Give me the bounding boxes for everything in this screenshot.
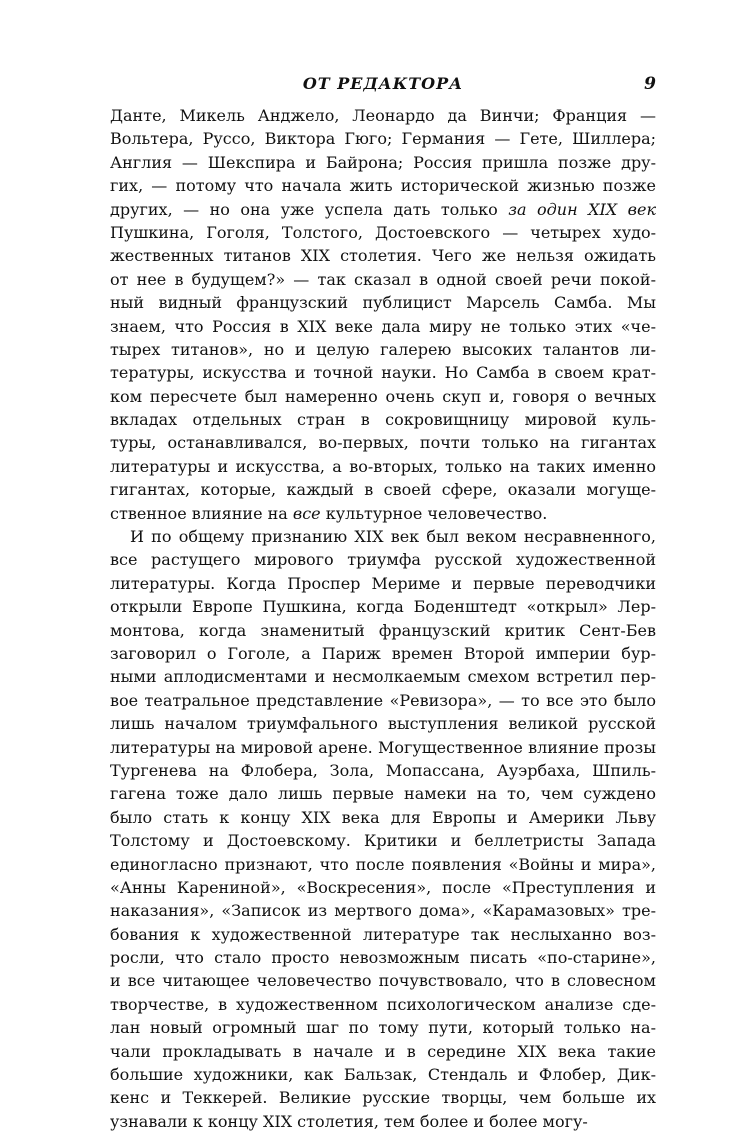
text-line: монтова, когда знаменитый французский критик Сент-Бев xyxy=(110,620,656,640)
text-line: узнавали к концу XIX столетия, тем более и более могу- xyxy=(110,1111,588,1131)
text-line: вое театральное представление «Ревизора», — то все это было xyxy=(110,690,656,710)
text-line: лишь началом триумфального выступления великой русской xyxy=(110,714,656,734)
text-line: «Анны Карениной», «Воскресения», после «Преступления и xyxy=(110,877,656,897)
text-line: открыли Европе Пушкина, когда Боденштедт «открыл» Лер- xyxy=(110,597,656,617)
text-line: от нее в будущем?» — так сказал в одной своей речи покой- xyxy=(110,269,656,289)
text-line: лан новый огромный шаг по тому пути, который только на- xyxy=(110,1018,656,1038)
text-line: бования к художественной литературе так неслыханно воз- xyxy=(110,924,656,944)
text-line: Тургенева на Флобера, Зола, Мопассана, Ауэрбаха, Шпиль- xyxy=(110,760,656,780)
text-line: ственное влияние на все культурное человечество. xyxy=(110,503,548,523)
text-line: кенс и Теккерей. Великие русские творцы, чем больше их xyxy=(110,1088,656,1108)
text-line: ком пересчете был намеренно очень скуп и, говоря о вечных xyxy=(110,386,656,406)
text-line: творчестве, в художественном психологическом анализе сде- xyxy=(110,994,656,1014)
italic-emphasis: за один XIX век xyxy=(508,199,656,219)
running-head xyxy=(110,74,656,96)
text-line: знаем, что Россия в XIX веке дала миру не только этих «че- xyxy=(110,316,656,336)
text-line: росли, что стало просто невозможным писать «по-старине», xyxy=(110,948,656,968)
page-title: ОТ РЕДАКТОРА xyxy=(302,74,464,93)
text-line: гигантах, которые, каждый в своей сфере, оказали могуще- xyxy=(110,480,656,500)
page-number: 9 xyxy=(644,74,656,94)
text-line: Толстому и Достоевскому. Критики и беллетристы Запада xyxy=(110,831,656,851)
text-line: литературы и искусства, а во-вторых, только на таких именно xyxy=(110,456,656,476)
text-line: и все читающее человечество почувствовало, что в словесном xyxy=(110,971,656,991)
text-line: чали прокладывать в начале и в середине XIX века такие xyxy=(110,1041,656,1061)
text-line: других, — но она уже успела дать только за один XIX век xyxy=(110,199,656,219)
text-line: большие художники, как Бальзак, Стендаль и Флобер, Дик- xyxy=(110,1065,656,1085)
text-line: туры, останавливался, во-первых, почти только на гигантах xyxy=(110,433,656,453)
paragraph xyxy=(110,104,656,525)
text-line: наказания», «Записок из мертвого дома», «Карамазовых» тре- xyxy=(110,901,656,921)
text-line: И по общему признанию XIX век был веком несравненного, xyxy=(130,527,656,547)
text-line: тературы, искусства и точной науки. Но Самба в своем крат- xyxy=(110,363,656,383)
text-line: ными аплодисментами и несмолкаемым смехом встретил пер- xyxy=(110,667,656,687)
text-line: гагена тоже дало лишь первые намеки на то, чем суждено xyxy=(110,784,656,804)
body-text xyxy=(110,104,656,1133)
text-line: литературы на мировой арене. Могущественное влияние прозы xyxy=(110,737,656,757)
text-line: все растущего мирового триумфа русской художественной xyxy=(110,550,656,570)
text-line: единогласно признают, что после появления «Войны и мира», xyxy=(110,854,656,874)
text-line: Вольтера, Руссо, Виктора Гюго; Германия — Гете, Шиллера; xyxy=(110,129,656,149)
text-line: Данте, Микель Анджело, Леонардо да Винчи; Франция — xyxy=(110,106,656,125)
text-line: Англия — Шекспира и Байрона; Россия пришла позже дру- xyxy=(110,152,656,172)
text-line: ный видный французский публицист Марсель Самба. Мы xyxy=(110,293,656,313)
text-line: было стать к концу XIX века для Европы и Америки Льву xyxy=(110,807,656,827)
paragraph xyxy=(110,525,656,1133)
text-line: жественных титанов XIX столетия. Чего же нельзя ожидать xyxy=(110,246,656,266)
text-line: литературы. Когда Проспер Мериме и первые переводчики xyxy=(110,573,656,593)
text-line: гих, — потому что начала жить исторической жизнью позже xyxy=(110,176,656,196)
text-line: заговорил о Гоголе, а Париж времен Второй империи бур- xyxy=(110,643,656,663)
italic-emphasis: все xyxy=(292,503,321,523)
text-line: тырех титанов», но и целую галерею высоких талантов ли- xyxy=(110,339,656,359)
text-line: Пушкина, Гоголя, Толстого, Достоевского — четырех худо- xyxy=(110,222,656,242)
text-line: вкладах отдельных стран в сокровищницу мировой куль- xyxy=(110,410,656,430)
